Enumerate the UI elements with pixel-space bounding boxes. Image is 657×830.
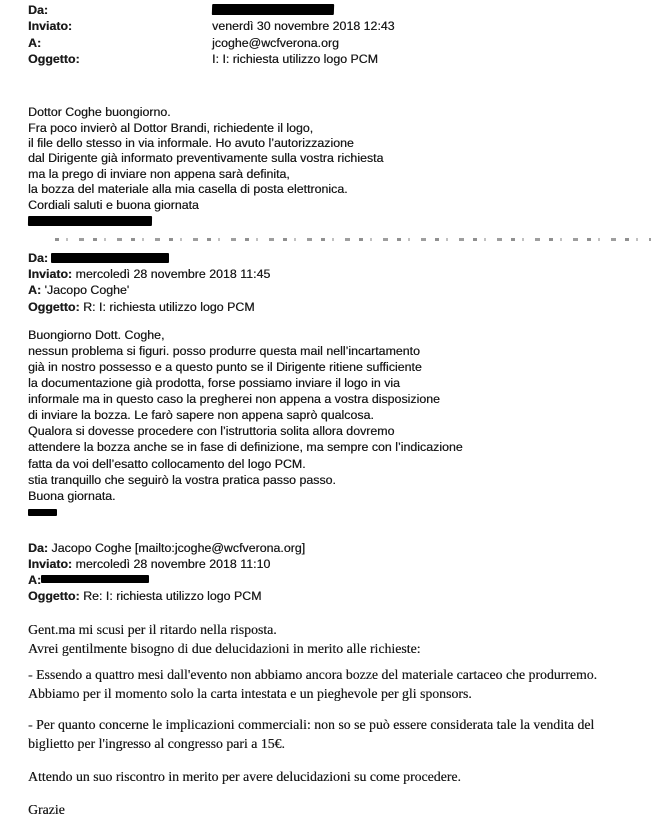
redaction-bar xyxy=(51,253,169,263)
header-row-to xyxy=(28,283,657,299)
body-line: dal Dirigente già informato preventivamente sulla vostra richiesta xyxy=(28,151,384,166)
redaction-bar xyxy=(28,509,57,516)
body-line: di inviare la bozza. Le farò sapere non appena saprò qualcosa. xyxy=(28,408,374,423)
body-line: attendere la bozza anche se in fase di definizione, ma sempre con l’indicazione xyxy=(28,440,463,455)
redaction-bar xyxy=(41,575,149,583)
header-label-oggetto: Oggetto: xyxy=(28,51,80,66)
email-message-2 xyxy=(28,251,657,516)
body-line: biglietto per l'ingresso al congresso pari a 15€. xyxy=(28,735,285,751)
scan-separator-line xyxy=(55,238,651,241)
body-line: la bozza del materiale alla mia casella di posta elettronica. xyxy=(28,182,348,197)
body-line: Fra poco invierò al Dottor Brandi, richiedente il logo, xyxy=(28,120,314,135)
header-label-inviato: Inviato: xyxy=(28,557,73,571)
header-label-a: A: xyxy=(28,283,42,298)
body-line: ma la prego di inviare non appena sarà definita, xyxy=(28,166,290,181)
header-label-inviato: Inviato: xyxy=(28,19,73,34)
sent-date: mercoledì 28 novembre 2018 11:45 xyxy=(75,267,271,282)
header-row-to xyxy=(28,36,657,52)
body-line: la documentazione già prodotta, forse possiamo inviare il logo in via xyxy=(28,376,400,391)
email-1-body xyxy=(28,105,657,226)
header-label-da: Da: xyxy=(28,3,48,17)
subject-text: R: I: richiesta utilizzo logo PCM xyxy=(83,299,255,314)
header-label-inviato: Inviato: xyxy=(28,267,73,282)
email-message-1 xyxy=(28,3,657,226)
body-line: Gent.ma mi scusi per il ritardo nella risposta. xyxy=(28,621,277,637)
recipient-email: jcoghe@wcfverona.org xyxy=(212,35,339,50)
sent-date: mercoledì 28 novembre 2018 11:10 xyxy=(75,557,271,571)
header-label-a: A: xyxy=(28,573,42,588)
body-line: informale ma in questo caso la pregherei non appena a vostra disposizione xyxy=(28,392,440,407)
body-line: Buongiorno Dott. Coghe, xyxy=(28,327,165,342)
body-line: Dottor Coghe buongiorno. xyxy=(28,105,171,120)
subject-text: Re: I: richiesta utilizzo logo PCM xyxy=(83,589,262,604)
body-line: stia tranquillo che seguirò la vostra pratica passo passo. xyxy=(28,472,336,487)
body-line: già in nostro possesso e a questo punto se il Dirigente ritiene sufficiente xyxy=(28,359,422,374)
email-3-headers xyxy=(28,541,657,606)
email-3-body xyxy=(28,620,657,819)
email-1-headers xyxy=(28,3,657,68)
body-line: Avrei gentilmente bisogno di due delucidazioni in merito alle richieste: xyxy=(28,640,421,656)
header-row-subject xyxy=(28,52,657,68)
body-line: - Essendo a quattro mesi dall'evento non abbiamo ancora bozze del materiale cartaceo che produrremo. xyxy=(28,666,598,682)
header-label-da: Da: xyxy=(28,251,48,266)
body-line: Grazie xyxy=(28,801,65,817)
body-line: il file dello stesso in via informale. Ho avuto l’autorizzazione xyxy=(28,136,354,150)
header-label-a: A: xyxy=(28,35,42,50)
body-line: Abbiamo per il momento solo la carta intestata e un pieghevole per gli sponsors. xyxy=(28,685,472,701)
header-label-da: Da: xyxy=(28,540,48,555)
header-row-sent xyxy=(28,557,657,573)
header-row-from xyxy=(28,3,657,19)
body-line: - Per quanto concerne le implicazioni commerciali: non so se può essere considerata tale la vendita del xyxy=(28,716,595,732)
header-row-sent xyxy=(28,267,657,283)
sender-name-and-email: Jacopo Coghe [mailto:jcoghe@wcfverona.org] xyxy=(51,540,306,555)
header-row-from xyxy=(28,541,657,557)
email-2-headers xyxy=(28,251,657,316)
header-row-subject xyxy=(28,589,657,605)
body-line: fatta da voi dell’esatto collocamento del logo PCM. xyxy=(28,456,306,471)
email-message-3 xyxy=(28,541,657,819)
recipient-name: 'Jacopo Coghe' xyxy=(44,283,130,298)
body-line: Buona giornata. xyxy=(28,488,116,503)
subject-text: I: I: richiesta utilizzo logo PCM xyxy=(212,51,378,66)
body-line: Qualora si dovesse procedere con l’istruttoria solita allora dovremo xyxy=(28,424,395,439)
header-label-oggetto: Oggetto: xyxy=(28,299,80,314)
body-line: nessun problema si figuri. posso produrre questa mail nell’incartamento xyxy=(28,343,420,358)
body-line: Cordiali saluti e buona giornata xyxy=(28,197,199,212)
redaction-bar xyxy=(212,4,334,15)
header-row-from xyxy=(28,251,657,267)
sent-date: venerdì 30 novembre 2018 12:43 xyxy=(212,19,395,34)
header-row-sent xyxy=(28,19,657,35)
redaction-bar xyxy=(28,216,152,226)
header-label-oggetto: Oggetto: xyxy=(28,589,80,604)
email-2-body xyxy=(28,327,657,516)
body-line: Attendo un suo riscontro in merito per avere delucidazioni su come procedere. xyxy=(28,768,461,784)
header-row-subject xyxy=(28,300,657,316)
header-row-to xyxy=(28,573,657,589)
